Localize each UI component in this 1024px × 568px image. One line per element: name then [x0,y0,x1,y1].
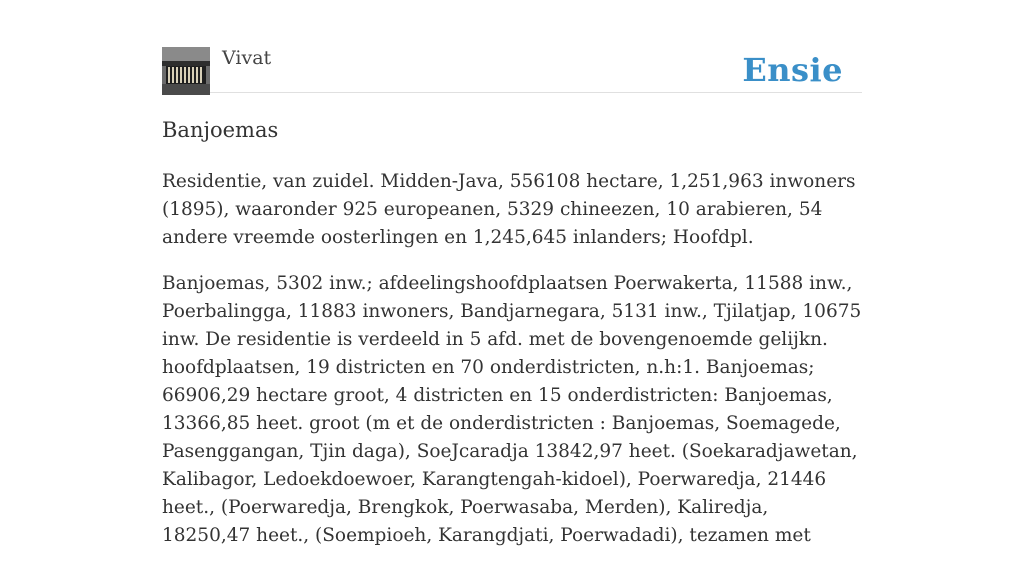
author-avatar[interactable] [162,47,210,95]
article-body [162,168,862,568]
article-paragraph: Banjoemas, 5302 inw.; afdeelingshoofdplaatsen Poerwakerta, 11588 inw., Poerbalingga, 11883 inwoners, Bandjarnegara, 5131 inw., Tjilatjap, 10675 inw. De residentie is verdeeld in 5 afd. met de bovengenoemde gelijkn. hoofdplaatsen, 19 districten en 70 onderdistricten, n.h:1. Banjoemas; 66906,29 hectare groot, 4 districten en 15 onderdistricten: Banjoemas, 13366,85 heet. groot (m et de onderdistricten : Banjoemas, Soemagede, Pasenggangan, Tjin daga), SoeJcaradja 13842,97 heet. (Soekaradjawetan, Kalibagor, Ledoekdoewoer, Karangtengah-kidoel), Poerwaredja, 21446 heet., (Poerwaredja, Brengkok, Poerwasaba, Merden), Kaliredja, 18250,47 heet., (Soempioeh, Karangdjati, Poerwadadi), tezamen met [162,273,862,546]
article-paragraph: Residentie, van zuidel. Midden-Java, 556108 hectare, 1,251,963 inwoners (1895), waaronder 925 europeanen, 5329 chineezen, 10 arabieren, 54 andere vreemde oosterlingen en 1,245,645 inlanders; Hoofdpl. [162,171,856,248]
header [162,0,862,93]
brand-logo[interactable]: Ensie [742,51,843,89]
author-name[interactable]: Vivat [222,47,272,69]
article-title: Banjoemas [162,118,279,142]
bookshelf-avatar-icon [162,47,210,95]
page-container [162,0,862,546]
